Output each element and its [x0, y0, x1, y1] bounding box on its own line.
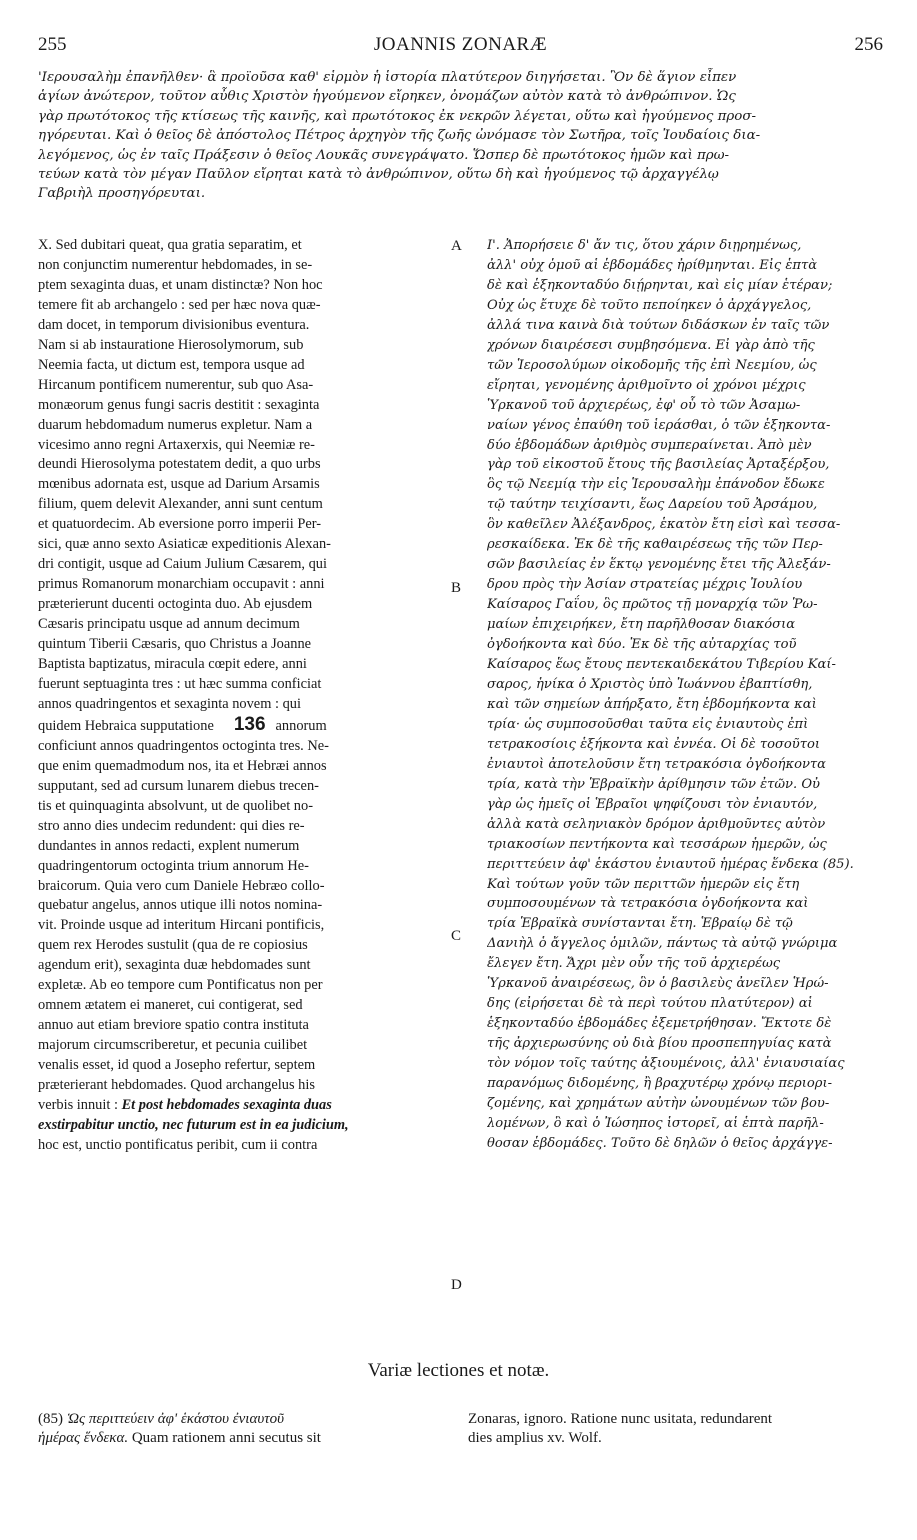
greek-line: γὰρ τοῦ εἰκοστοῦ ἔτους τῆς βασιλείας Ἀρταξέρξου, [487, 457, 830, 473]
note-latin-text: Quam rationem anni secutus sit [131, 1430, 321, 1446]
note-greek-quote-cont: ἡμέρας ἕνδεκα. [38, 1430, 129, 1446]
latin-line: que enim quemadmodum nos, ita et Hebræi annos [38, 757, 327, 774]
latin-line: annos quadringentos et sexaginta novem : qui [38, 695, 301, 712]
latin-line: non conjunctim numerentur hebdomades, in se- [38, 256, 313, 273]
latin-line: primus Romanorum monarchiam occupavit : anni [38, 576, 325, 593]
intro-line: γὰρ πρωτότοκος τῆς κτίσεως τῆς καινῆς, καὶ πρωτότοκος ἐκ νεκρῶν λέγεται, οὕτω καὶ ἡγούμενος προσ- [38, 108, 757, 124]
latin-line: duarum hebdomadum numerus expletur. Nam a [38, 416, 313, 433]
latin-line-text: verbis innuit : [38, 1096, 118, 1113]
latin-line: quebatur angelus, annos utique illi notos nomina- [38, 897, 323, 914]
latin-line: dam docet, in temporum divisionibus eventura. [38, 316, 310, 333]
page-number-right: 256 [854, 34, 883, 55]
greek-line: τῆς ἀρχιερωσύνης οὐ διὰ βίου προσπεπηγυίας κατὰ [487, 1036, 832, 1052]
greek-line: δρου πρὸς τὴν Ἀσίαν στρατείας μέχρις Ἰουλίου [487, 577, 803, 593]
greek-line: τῷ ταύτην τειχίσαντι, ἕως Δαρείου τοῦ Ἀρσάμου, [487, 497, 818, 513]
latin-quote: Et post hebdomades sexaginta duas [121, 1096, 332, 1113]
latin-line: filium, quem delevit Alexander, anni sunt centum [38, 496, 323, 513]
intro-line: ἁγίων ἀνώτερον, τοῦτον αὖθις Χριστὸν ἡγούμενον εἴρηκεν, ὀνομάζων αὐτὸν κατὰ τὸ ἀνθρώπινον. Ὡς [38, 89, 736, 105]
latin-line: supputant, sed ad cursum lunarem diebus trecen- [38, 777, 319, 794]
greek-line: δύο ἑβδομάδων ἀριθμὸς συμπεραίνεται. Ἀπὸ μὲν [487, 437, 812, 453]
latin-line: braicorum. Quia vero cum Daniele Hebræo collo- [38, 877, 325, 894]
latin-line: dri contigit, usque ad Caium Julium Cæsarem, qui [38, 556, 327, 573]
latin-line: dundantes in annos redacti, explent numerum [38, 837, 300, 854]
latin-line: præterierant hebdomades. Quod archangelus his [38, 1077, 315, 1094]
greek-line: ὀγδοήκοντα καὶ δύο. Ἐκ δὲ τῆς αὐταρχίας τοῦ [487, 637, 797, 653]
margin-markers [451, 0, 481, 1540]
intro-line: Γαβριὴλ προσηγόρευται. [38, 186, 206, 202]
latin-line-text: quidem Hebraica supputatione [38, 717, 214, 734]
margin-marker-b: B [451, 580, 462, 596]
greek-line: Καὶ τούτων γοῦν τῶν περιττῶν ἡμερῶν εἰς ἔτη [487, 876, 800, 892]
note-left [38, 1410, 453, 1448]
greek-line: Οὐχ ὡς ἔτυχε δὲ τοῦτο πεποίηκεν ὁ ἀρχάγγελος, [487, 297, 812, 313]
latin-line: majorum circumscriberetur, et pecunia cuilibet [38, 1037, 308, 1054]
greek-line: δης (εἰρήσεται δὲ τὰ περὶ τούτου πλατύτερον) αἱ [487, 996, 813, 1012]
greek-line: χρόνων διαιρέσεσι συμβησόμενα. Εἰ γὰρ ἀπὸ τῆς [487, 337, 815, 353]
greek-line: γὰρ ὡς ἡμεῖς οἱ Ἑβραῖοι ψηφίζουσι τὸν ἐνιαυτόν, [487, 796, 818, 812]
latin-line: quintum Tiberii Cæsaris, quo Christus a Joanne [38, 636, 312, 653]
latin-line: Cæsaris principatu usque ad annum decimum [38, 616, 300, 633]
latin-line: vit. Proinde usque ad interitum Hircani pontificis, [38, 917, 325, 934]
latin-line: deundi Hierosolyma potestatem dedit, a quo urbs [38, 456, 321, 473]
greek-line: Ὑρκανοῦ ἀναιρέσεως, ὃν ὁ βασιλεὺς ἀνεῖλεν Ἡρώ- [487, 976, 829, 992]
intro-line: τεύων κατὰ τὸν μέγαν Παῦλον εἴρηται κατὰ τὸ ἀνθρώπινον, οὕτω δὴ καὶ ἡγούμενος τῷ ἀρχαγγέλῳ [38, 167, 719, 183]
greek-line: ἀλλὰ κατὰ σεληνιακὸν δρόμον ἀριθμοῦντες αὐτὸν [487, 816, 826, 832]
note-right-line: Zonaras, ignoro. Ratione nunc usitata, redundarent [468, 1411, 773, 1427]
greek-line: καὶ τῶν σημείων ἀπήρξατο, ἔτη ἑβδομήκοντα καὶ [487, 696, 817, 712]
intro-line: λεγόμενος, ὡς ἐν ταῖς Πράξεσιν ὁ θεῖος Λουκᾶς συνεγράψατο. Ὥσπερ δὲ πρωτότοκος ἡμῶν καὶ πρω- [38, 147, 730, 163]
greek-line: τρία· ὡς συμποσοῦσθαι ταῦτα εἰς ἐνιαυτοὺς ἐπὶ [487, 716, 809, 732]
margin-marker-c: C [451, 928, 462, 944]
greek-line: περιττεύειν ἀφ' ἑκάστου ἐνιαυτοῦ ἡμέρας ἕνδεκα (85). [487, 856, 854, 872]
latin-line [38, 1096, 448, 1116]
latin-line: mœnibus adornata est, usque ad Darium Arsamis [38, 476, 320, 493]
greek-line: Ὑρκανοῦ τοῦ ἀρχιερέως, ἐφ' οὗ τὸ τῶν Ἀσαμω- [487, 397, 801, 413]
latin-line: temere fit ab archangelo : sed per hæc nova quæ- [38, 296, 321, 313]
latin-line-text: annorum [275, 717, 327, 734]
greek-line: δὲ καὶ ἑξηκονταδύο διῄρηνται, καὶ εἰς μίαν ἑτέραν; [487, 277, 833, 293]
greek-line: τρία Ἑβραϊκὰ συνίστανται ἔτη. Ἑβραίῳ δὲ τῷ [487, 916, 793, 932]
greek-line: παρανόμως διδομένης, ἢ βραχυτέρῳ χρόνῳ περιορι- [487, 1076, 833, 1092]
intro-line: 'Ιερουσαλὴμ ἐπανῆλθεν· ἃ προϊοῦσα καθ' εἱρμὸν ἡ ἱστορία πλατύτερον διηγήσεται. Ὃν δὲ ἅγιον εἶπεν [38, 70, 737, 85]
latin-line: agendum erit), sexaginta duæ hebdomades sunt [38, 957, 311, 974]
greek-line: ὃν καθεῖλεν Ἀλέξανδρος, ἑκατὸν ἔτη εἰσὶ καὶ τεσσα- [487, 517, 841, 533]
greek-line: ὃς τῷ Νεεμίᾳ τὴν εἰς Ἱερουσαλὴμ ἐπάνοδον ἔδωκε [487, 477, 825, 493]
greek-line: ἀλλά τινα καινὰ διὰ τούτων διδάσκων ἐν ταῖς τῶν [487, 317, 830, 333]
notes-title: Variæ lectiones et notæ. [367, 1360, 550, 1381]
greek-column [487, 236, 882, 1154]
latin-line: vicesimo anno regni Artaxerxis, qui Neemiæ re- [38, 436, 315, 453]
greek-line: ἔλεγεν ἔτη. Ἄχρι μὲν οὖν τῆς τοῦ ἀρχιερέως [487, 956, 781, 972]
latin-line: Baptista baptizatus, miracula cœpit edere, anni [38, 656, 307, 673]
latin-line: annuo aut etiam breviore spatio contra instituta [38, 1017, 309, 1034]
note-number: (85) [38, 1411, 63, 1427]
latin-line: hoc est, unctio pontificatus peribit, cum ii contra [38, 1136, 318, 1153]
greek-line: Καίσαρος ἕως ἔτους πεντεκαιδεκάτου Τιβερίου Καί- [487, 657, 836, 673]
latin-line: monæorum genus fungi sacris destitit : sexaginta [38, 396, 320, 413]
latin-line [38, 715, 448, 737]
latin-line: omnem ætatem ei maneret, cui contigerat, sed [38, 997, 303, 1014]
greek-line: θοσαν ἑβδομάδες. Τοῦτο δὲ δηλῶν ὁ θεῖος ἀρχάγγε- [487, 1135, 833, 1151]
latin-line: Neemia facta, ut dictum est, tempora usque ad [38, 356, 305, 373]
latin-line: X. Sed dubitari queat, qua gratia separatim, et [38, 237, 302, 253]
greek-line: ρεσκαίδεκα. Ἐκ δὲ τῆς καθαιρέσεως τῆς τῶν Περ- [487, 537, 823, 553]
greek-line: Καίσαρος Γαΐου, ὃς πρῶτος τῇ μοναρχίᾳ τῶν Ῥω- [487, 597, 818, 613]
intro-line: ηγόρευται. Καὶ ὁ θεῖος δὲ ἀπόστολος Πέτρος ἀρχηγὸν τῆς ζωῆς ὠνόμασε τὸν Σωτῆρα, τοῖς Ἰουδαίοις δια- [38, 128, 761, 144]
greek-line: Δανιὴλ ὁ ἄγγελος ὁμιλῶν, πάντως τὰ αὐτῷ γνώριμα [487, 936, 838, 952]
page-number-left: 255 [38, 34, 67, 55]
running-title: JOANNIS ZONARÆ [373, 34, 548, 55]
latin-line: quadringentorum octoginta trium annorum He- [38, 857, 309, 874]
greek-line: ζομένης, καὶ χρημάτων αὐτὴν ὠνουμένων τῶν βου- [487, 1095, 830, 1111]
margin-marker-a: A [451, 238, 462, 254]
greek-line: σῶν βασιλείας ἐν ἕκτῳ γενομένης ἔτει τῆς Ἀλεξάν- [487, 557, 831, 573]
latin-line: sici, quæ anno sexto Asiaticæ expeditionis Alexan- [38, 536, 331, 553]
latin-line: tis et quinquaginta absolvunt, ut de quolibet no- [38, 797, 313, 814]
latin-line: præterierunt ducenti octoginta duo. Ab ejusdem [38, 596, 313, 613]
latin-line: stro anno dies undecim redundent: qui dies re- [38, 817, 305, 834]
greek-line: ἐνιαυτοὶ ἀποτελοῦσιν ἔτη τετρακόσια ὀγδοήκοντα [487, 756, 826, 772]
note-greek-quote: Ὡς περιττεύειν ἀφ' ἑκάστου ἐνιαυτοῦ [66, 1411, 284, 1427]
greek-line: τῶν Ἱεροσολύμων οἰκοδομῆς τῆς ἐπὶ Νεεμίου, ὡς [487, 357, 817, 373]
latin-line: fuerunt septuaginta tres : ut hæc summa conficiat [38, 675, 322, 692]
greek-line: ἑξηκονταδύο ἑβδομάδες ἐξεμετρήθησαν. Ἔκτοτε δὲ [487, 1016, 832, 1032]
latin-line: conficiunt annos quadringentos octoginta tres. Ne- [38, 737, 329, 754]
greek-line: ἀλλ' οὐχ ὁμοῦ αἱ ἑβδομάδες ἠρίθμηνται. Εἰς ἑπτὰ [487, 257, 818, 273]
note-right-line: dies amplius xv. Wolf. [468, 1430, 602, 1446]
latin-line: venalis esset, id quod a Josepho refertur, septem [38, 1057, 316, 1074]
inline-page-number: 136 [233, 714, 266, 735]
note-right [468, 1410, 883, 1448]
greek-line: ναίων γένος ἐπαύθη τοῦ ἱεράσθαι, ὁ τῶν ἑξηκοντα- [487, 417, 831, 433]
latin-line: ptem sexaginta duas, et unam distinctæ? Non hoc [38, 276, 323, 293]
latin-line: Hircanum pontificem numerentur, sub quo Asa- [38, 376, 314, 393]
latin-line: et quatuordecim. Ab eversione porro imperii Per- [38, 516, 322, 533]
greek-line: τὸν νόμον τοῖς ταύτης ἀξιουμένοις, ἀλλ' ἐνιαυσιαίας [487, 1056, 845, 1072]
greek-line: λομένων, ὃ καὶ ὁ Ἰώσηπος ἱστορεῖ, αἱ ἑπτὰ παρῆλ- [487, 1115, 824, 1131]
margin-marker-d: D [451, 1277, 462, 1293]
latin-line: Nam si ab instauratione Hierosolymorum, sub [38, 336, 304, 353]
greek-line: Ι'. Ἀπορήσειε δ' ἄν τις, ὅτου χάριν διῃρημένως, [487, 238, 802, 253]
greek-line: μαίων ἐπιχειρήκεν, ἔτη παρῆλθοσαν διακόσια [487, 617, 796, 633]
greek-line: συμποσουμένων τὰ τετρακόσια ὀγδοήκοντα καὶ [487, 896, 809, 912]
greek-line: τετρακοσίοις ἑξήκοντα καὶ ἐννέα. Οἱ δὲ τοσοῦτοι [487, 736, 821, 752]
greek-line: εἴρηται, γενομένης ἀριθμοῖντο οἱ χρόνοι μέχρις [487, 377, 806, 393]
latin-line: quem rex Herodes sustulit (qua de re copiosius [38, 937, 308, 954]
greek-line: τριακοσίων πεντήκοντα καὶ τεσσάρων ἡμερῶν, ὡς [487, 836, 827, 852]
latin-column [38, 236, 448, 1156]
greek-line: τρία, κατὰ τὴν Ἑβραϊκὴν ἀρίθμησιν τῶν ἐτῶν. Οὐ [487, 776, 821, 792]
greek-line: σαρος, ἡνίκα ὁ Χριστὸς ὑπὸ Ἰωάννου ἐβαπτίσθη, [487, 676, 813, 692]
latin-line: exstirpabitur unctio, nec futurum est in ea judicium, [38, 1116, 349, 1133]
latin-line: expletæ. Ab eo tempore cum Pontificatus non per [38, 977, 323, 994]
